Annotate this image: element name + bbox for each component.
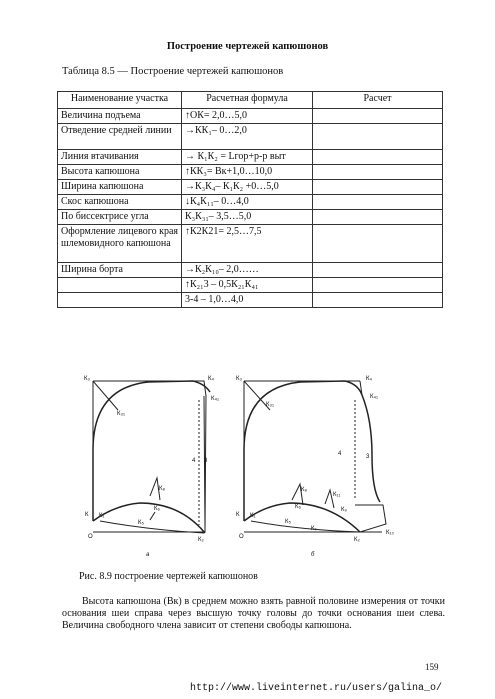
table-caption: Таблица 8.5 — Построение чертежей капюшонов (62, 66, 284, 77)
label-k41: К₄₁ (370, 394, 378, 400)
label-k2: К₂ (354, 537, 360, 543)
cell-name: Ширина борта (58, 263, 182, 278)
label-k8: К₈ (301, 487, 307, 493)
cell-formula: 3-4 – 1,0…4,0 (182, 293, 313, 308)
cell-formula: ↑КК₃= Вк+1,0…10,0 (182, 165, 313, 180)
column-header: Расчетная формула (182, 92, 313, 109)
label-k3: К₃ (236, 376, 242, 382)
label-sub-a: а (146, 552, 150, 558)
cell-name: Скос капюшона (58, 195, 182, 210)
labels-b (236, 376, 395, 558)
label-k8: К₈ (159, 486, 165, 492)
cell-formula: ↑ОК= 2,0…5,0 (182, 109, 313, 124)
label-k9: К₉ (341, 507, 347, 513)
hood-draft-a (93, 381, 210, 533)
label-k6: К₆ (154, 506, 160, 512)
labels-a (84, 376, 219, 558)
figure-caption: Рис. 8.9 построение чертежей капюшонов (79, 571, 258, 582)
label-k: К (85, 512, 89, 518)
frame-line (244, 381, 362, 521)
label-k: К (236, 512, 240, 518)
label-3: 3 (366, 454, 370, 460)
cell-name: Высота капюшона (58, 165, 182, 180)
page-number: 159 (425, 662, 439, 672)
label-k31: К₃₁ (266, 402, 274, 408)
cell-name: Ширина капюшона (58, 180, 182, 195)
cell-name: Величина подъема (58, 109, 182, 124)
cell-formula: →К₂К₁₀– 2,0…… (182, 263, 313, 278)
cell-name: Отведение средней линии (58, 124, 182, 150)
label-4: 4 (338, 451, 342, 457)
extension-k10 (355, 505, 386, 532)
label-k5: К₅ (285, 519, 291, 525)
cell-formula: ↓К₄К₁₁– 0…4,0 (182, 195, 313, 210)
cell-formula: ↑К2К21= 2,5…7,5 (182, 225, 313, 263)
frame-line (93, 381, 206, 532)
label-k7: К₇ (311, 526, 317, 532)
body-paragraph: Высота капюшона (Вк) в среднем можно взять равной половине измерения от точки основания шеи справа через высшую точку головы до точки основания шеи слева. Величина свободного члена зависит от степени свободы капюшона. (62, 596, 445, 631)
hood-contour (244, 381, 380, 521)
label-k4: К₄ (366, 376, 372, 382)
label-k1: К₁ (250, 513, 256, 519)
column-header: Наименование участка (58, 92, 182, 109)
column-header: Расчет (313, 92, 443, 109)
neck-line-lower (100, 521, 204, 533)
label-o: О (239, 534, 244, 540)
label-k5: К₅ (138, 520, 144, 526)
label-k3: К₃ (84, 376, 90, 382)
label-k41: К₄₁ (211, 396, 219, 402)
neck-line-lower (251, 521, 360, 532)
label-4: 4 (192, 458, 196, 464)
cell-name: Оформление лицевого края шлемовидного капюшона (58, 225, 182, 263)
label-3: 3 (204, 458, 208, 464)
label-o: О (88, 534, 93, 540)
label-k6: К₆ (295, 504, 301, 510)
cell-name: По биссектрисе угла (58, 210, 182, 225)
page-title: Построение чертежей капюшонов (166, 41, 329, 52)
label-k2: К₂ (198, 537, 204, 543)
label-sub-b: б (311, 552, 315, 558)
cell-formula: →КК₁– 0…2,0 (182, 124, 313, 150)
label-k4: К₄ (208, 376, 214, 382)
label-k11: К₁₁ (333, 492, 341, 498)
dart-tick (150, 512, 155, 520)
cell-formula: К₃К₃₁– 3,5…5,0 (182, 210, 313, 225)
footer-url[interactable]: http://www.liveinternet.ru/users/galina_o/ (190, 683, 443, 694)
label-k10: К₁₀ (386, 530, 395, 536)
cell-formula: →К₃К₄– К₁К₂ +0…5,0 (182, 180, 313, 195)
label-k1: К₁ (99, 513, 105, 519)
cell-formula: → К₁К₂ = Lгор+р-р выт (182, 150, 313, 165)
cell-formula: ↑К₂₁3 – 0,5К₂₁К₄₁ (182, 278, 313, 293)
label-k31: К₃₁ (117, 411, 125, 417)
cell-name: Линия втачивания (58, 150, 182, 165)
